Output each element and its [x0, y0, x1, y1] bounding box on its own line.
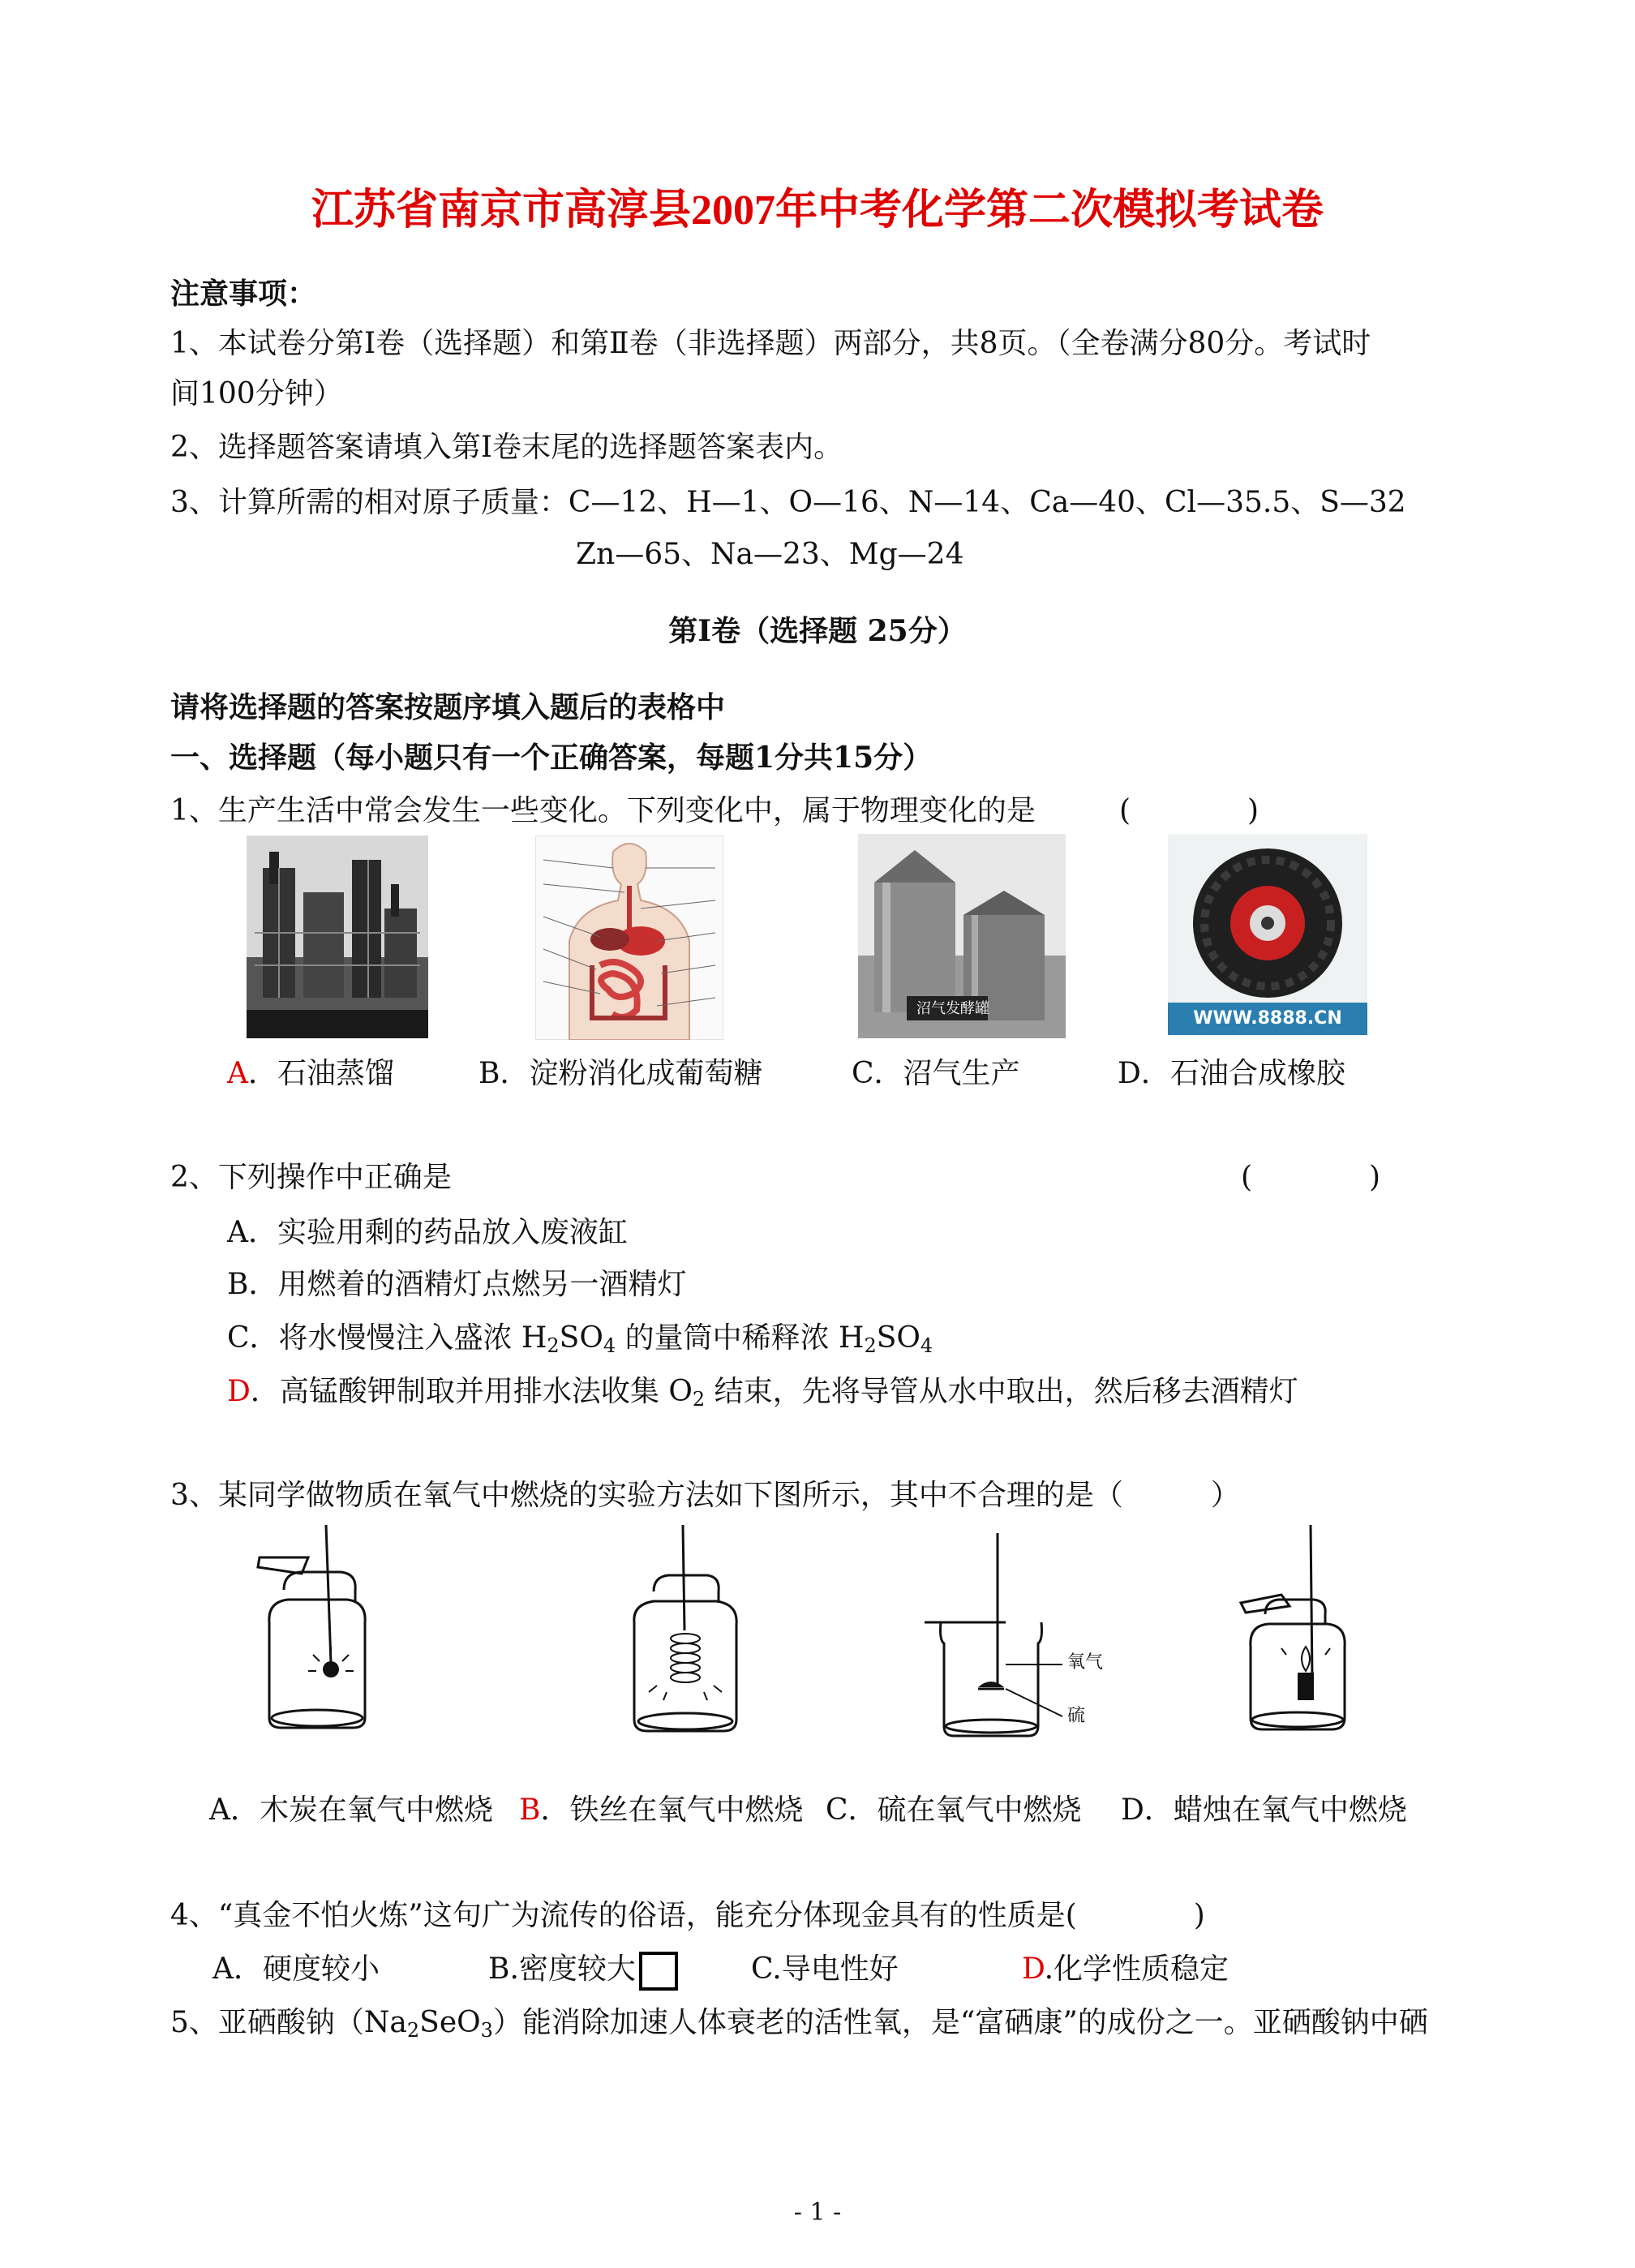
q3-option-a: A．木炭在氧气中燃烧: [209, 1793, 493, 1827]
q2-option-c-text-1: C．将水慢慢注入盛浓 H: [227, 1321, 547, 1355]
q5-text-1: 5、亚硒酸钠（Na: [170, 2006, 407, 2039]
q2-option-c-sub-1: 2: [547, 1334, 560, 1357]
q4-option-b: [488, 1952, 678, 1991]
q3-option-c: C．硫在氧气中燃烧: [826, 1793, 1082, 1827]
note-3-line-2: Zn—65、Na—23、Mg—24: [576, 538, 964, 571]
label-sulfur: 硫: [1067, 1706, 1086, 1726]
q2-option-c-sub-3: 2: [864, 1334, 877, 1357]
q1-answer-paren: ( ): [1119, 794, 1260, 827]
section-heading: 第Ⅰ卷（选择题 25分）: [668, 614, 967, 648]
section-instruction: 请将选择题的答案按题序填入题后的表格中: [170, 690, 726, 724]
notes-heading: 注意事项：: [170, 277, 317, 311]
q3-option-b-letter: B: [519, 1793, 541, 1827]
q1-option-c: C．沼气生产: [852, 1057, 1020, 1090]
q4-option-d: [1022, 1952, 1229, 1987]
q1-option-b: B．淀粉消化成葡萄糖: [478, 1057, 763, 1090]
photo-digestive-system: [535, 835, 723, 1040]
q1-option-a-text: ．石油蒸馏: [248, 1057, 395, 1090]
q5-sub-2: 3: [480, 2019, 493, 2042]
photo-d-caption: WWW.8888.CN: [1193, 1008, 1342, 1029]
q5-sub-1: 2: [406, 2019, 420, 2042]
q3-stem: 3、某同学做物质在氧气中燃烧的实验方法如下图所示，其中不合理的是（ ）: [170, 1479, 1240, 1512]
q2-option-b: B．用燃着的酒精灯点燃另一酒精灯: [227, 1268, 687, 1301]
q2-option-c-text-2: SO: [559, 1321, 603, 1355]
q2-option-c-text-3: 的量筒中稀释浓 H: [616, 1321, 865, 1355]
q2-option-c-sub-2: 4: [603, 1334, 616, 1357]
q2-option-d-letter: D: [227, 1375, 251, 1408]
q4-option-c: C.导电性好: [751, 1952, 899, 1986]
photo-oil-refinery: [247, 835, 428, 1038]
q5-stem: [170, 2005, 1428, 2041]
q1-option-a: [227, 1056, 394, 1092]
note-1-line-2: 间100分钟）: [170, 377, 343, 410]
answer-box: [639, 1952, 678, 1991]
q2-stem: 2、下列操作中正确是: [170, 1161, 452, 1194]
q1-option-a-letter: A: [227, 1057, 248, 1090]
q2-option-a: A．实验用剩的药品放入废液缸: [227, 1216, 628, 1249]
note-1-line-1: 1、本试卷分第Ⅰ卷（选择题）和第Ⅱ卷（非选择题）两部分，共8页。（全卷满分80分。考试时: [170, 327, 1371, 360]
q2-option-d-text-2: 结束，先将导管从水中取出，然后移去酒精灯: [705, 1375, 1298, 1408]
note-2: 2、选择题答案请填入第Ⅰ卷末尾的选择题答案表内。: [170, 431, 843, 464]
q2-option-c: [227, 1321, 933, 1356]
page-number: - 1 -: [793, 2198, 842, 2227]
q1-option-d: D．石油合成橡胶: [1118, 1057, 1345, 1090]
photo-c-caption: 沼气发酵罐: [916, 1000, 989, 1017]
q2-option-d: [227, 1374, 1298, 1410]
section-part-title: 一、选择题（每小题只有一个正确答案，每题1分共15分）: [170, 741, 933, 775]
q1-stem: 1、生产生活中常会发生一些变化。下列变化中，属于物理变化的是: [170, 794, 1036, 827]
q2-answer-paren: ( ): [1241, 1161, 1381, 1194]
label-oxygen: 氧气: [1067, 1652, 1104, 1673]
q3-option-d: D．蜡烛在氧气中燃烧: [1121, 1793, 1407, 1827]
q2-option-d-text-1: ．高锰酸钾制取并用排水法收集 O: [250, 1375, 693, 1408]
diagram-jar-candle: [1233, 1525, 1354, 1736]
photo-biogas-tanks: [858, 834, 1066, 1038]
q5-text-2: SeO: [419, 2006, 481, 2039]
diagram-jar-iron-wire: [616, 1525, 754, 1740]
q4-option-d-letter: D: [1022, 1952, 1045, 1986]
q3-option-b-text: ．铁丝在氧气中燃烧: [540, 1793, 804, 1827]
diagram-jar-sulfur: [916, 1533, 1160, 1744]
q2-option-d-sub: 2: [692, 1388, 706, 1411]
q2-option-c-sub-4: 4: [920, 1334, 933, 1357]
exam-title: 江苏省南京市高淳县2007年中考化学第二次模拟考试卷: [311, 187, 1324, 234]
photo-rubber-tire: [1168, 834, 1367, 1035]
q4-option-a: A．硬度较小: [212, 1952, 380, 1986]
q5-text-3: ）能消除加速人体衰老的活性氧，是“富硒康”的成份之一。亚硒酸钠中硒: [492, 2006, 1428, 2039]
q4-option-b-text: B.密度较大: [488, 1952, 636, 1986]
diagram-jar-charcoal: [251, 1525, 381, 1736]
q4-option-d-text: .化学性质稳定: [1044, 1952, 1229, 1986]
note-3-line-1: 3、计算所需的相对原子质量：C—12、H—1、O—16、N—14、Ca—40、Cl—35.5、S—32: [170, 486, 1406, 519]
q3-option-b: [519, 1793, 803, 1828]
q2-option-c-text-4: SO: [876, 1321, 920, 1355]
q4-stem: 4、“真金不怕火炼”这句广为流传的俗语，能充分体现金具有的性质是( ): [170, 1899, 1205, 1932]
